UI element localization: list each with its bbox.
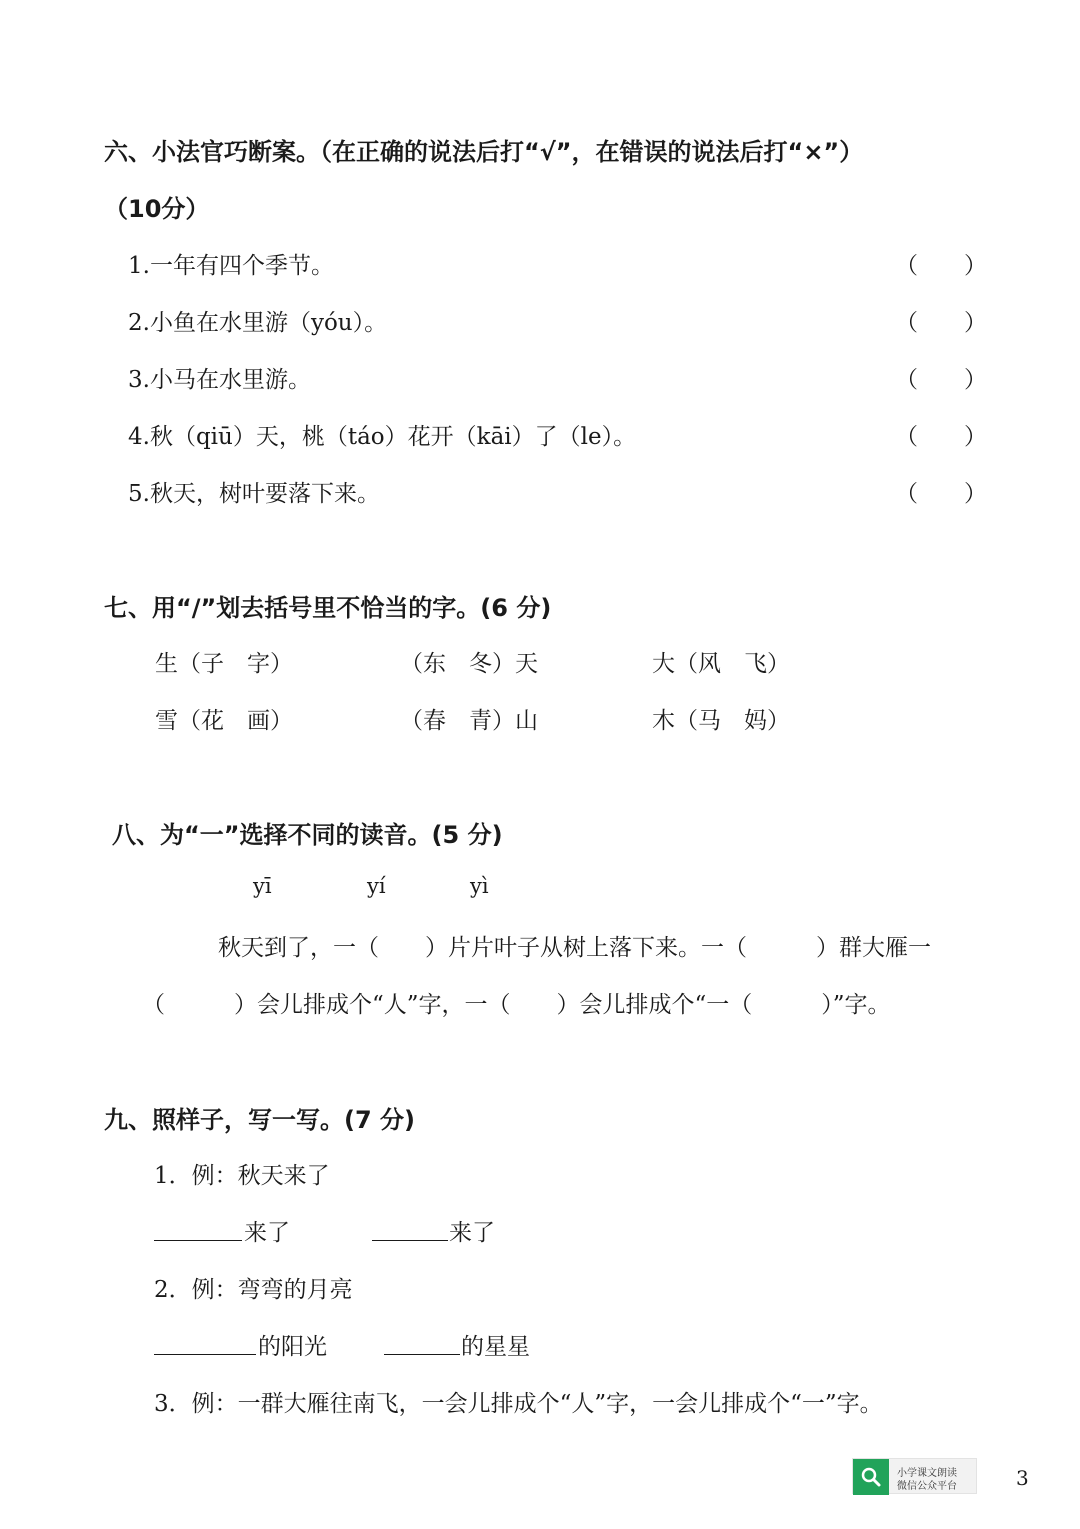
example-3: 3．例：一群大雁往南飞，一会儿排成个“人”字，一会儿排成个“一”字。 xyxy=(154,1391,883,1417)
blank-suffix: 的阳光 xyxy=(258,1334,327,1360)
answer-blank[interactable] xyxy=(154,1240,242,1241)
answer-paren-2[interactable]: （ ） xyxy=(895,310,987,336)
choice-item[interactable]: （春 青）山 xyxy=(400,708,538,734)
question-2: 2.小鱼在水里游（yóu）。 xyxy=(128,310,388,336)
section9-title: 九、照样子，写一写。(7 分) xyxy=(104,1106,415,1134)
choice-item[interactable]: 生（子 字） xyxy=(155,651,293,677)
answer-blank[interactable] xyxy=(372,1240,448,1241)
passage-line-1[interactable]: 秋天到了，一（ ）片片叶子从树上落下来。一（ ）群大雁一 xyxy=(218,935,931,961)
pinyin-option: yì xyxy=(470,874,489,898)
pinyin-option: yī xyxy=(253,874,272,898)
search-icon xyxy=(853,1459,889,1495)
wechat-platform-label: 微信公众平台 xyxy=(897,1481,957,1492)
wechat-account-name: 小学课文朗读 xyxy=(897,1468,957,1479)
example-2: 2．例：弯弯的月亮 xyxy=(154,1277,353,1303)
blank-suffix: 来了 xyxy=(244,1220,290,1246)
blank-suffix: 的星星 xyxy=(461,1334,530,1360)
page-number: 3 xyxy=(1016,1466,1029,1490)
answer-paren-5[interactable]: （ ） xyxy=(895,481,987,507)
answer-paren-3[interactable]: （ ） xyxy=(895,367,987,393)
example-1: 1．例：秋天来了 xyxy=(154,1163,330,1189)
question-1: 1.一年有四个季节。 xyxy=(128,253,334,279)
answer-blank[interactable] xyxy=(384,1354,460,1355)
choice-item[interactable]: 木（马 妈） xyxy=(652,708,790,734)
section8-title: 八、为“一”选择不同的读音。(5 分) xyxy=(112,821,503,849)
wechat-badge[interactable] xyxy=(852,1458,977,1494)
section7-title: 七、用“/”划去括号里不恰当的字。(6 分) xyxy=(104,594,552,622)
question-5: 5.秋天，树叶要落下来。 xyxy=(128,481,380,507)
choice-item[interactable]: （东 冬）天 xyxy=(400,651,538,677)
answer-blank[interactable] xyxy=(154,1354,256,1355)
passage-line-2[interactable]: （ ）会儿排成个“人”字，一（ ）会儿排成个“一（ ）”字。 xyxy=(142,992,891,1018)
answer-paren-4[interactable]: （ ） xyxy=(895,424,987,450)
section6-score: （10分） xyxy=(104,195,210,223)
pinyin-option: yí xyxy=(367,874,386,898)
answer-paren-1[interactable]: （ ） xyxy=(895,253,987,279)
section6-title: 六、小法官巧断案。（在正确的说法后打“√”，在错误的说法后打“×”） xyxy=(104,138,864,166)
question-4: 4.秋（qiū）天，桃（táo）花开（kāi）了（le）。 xyxy=(128,424,637,450)
blank-suffix: 来了 xyxy=(449,1220,495,1246)
question-3: 3.小马在水里游。 xyxy=(128,367,311,393)
choice-item[interactable]: 雪（花 画） xyxy=(155,708,293,734)
choice-item[interactable]: 大（风 飞） xyxy=(652,651,790,677)
